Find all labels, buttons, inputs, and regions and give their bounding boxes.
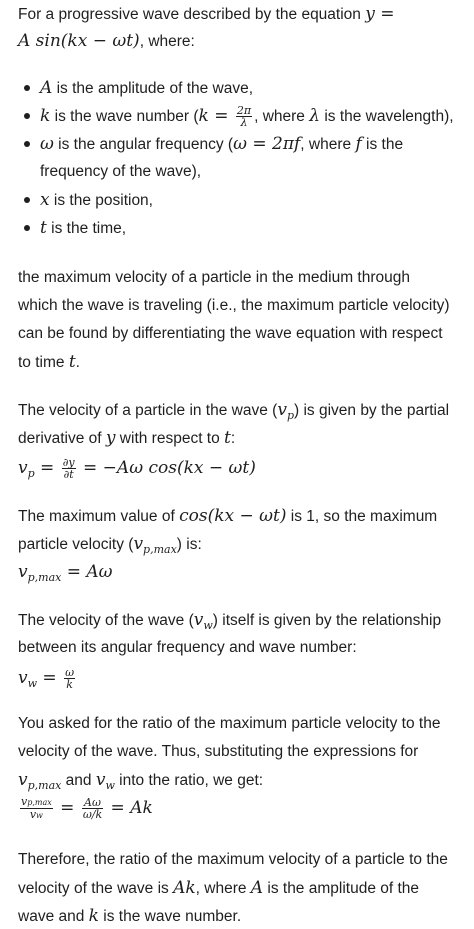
item-text: , where [254,108,310,125]
omega-equation: ω = 2πf [233,134,301,154]
text: You asked for the ratio of the maximum particle velocity to the [18,715,441,732]
equals: = [37,668,63,688]
partial-derivative [62,457,76,480]
subscript: w [36,811,43,821]
text: velocity of the wave is [18,880,174,897]
text: ) is given by the partial [293,402,450,419]
item-text: is the position, [49,192,153,209]
sym-t: t [40,218,47,238]
text: , where [195,880,251,897]
text: The velocity of the wave ( [18,612,194,629]
subscript: p [286,409,294,422]
para5-line-3 [18,768,263,794]
equals: = [34,458,60,478]
frac-den [20,809,53,821]
subscript: p,max [143,543,177,556]
item-text: frequency of the wave), [40,163,202,180]
bullet-icon [24,113,30,119]
sym-k: k [88,906,99,926]
subscript: p [27,467,35,480]
item-text: , where [300,136,356,153]
text: is the wave number. [98,908,242,925]
equation-rhs: = Ak [105,798,153,818]
text: particle velocity ( [18,536,134,553]
max-velocity-equation [18,560,113,586]
bullet-icon [24,197,30,203]
text: is 1, so the maximum [286,508,438,525]
intro-text: For a progressive wave described by the equation [18,6,366,23]
sym-v: v [193,610,204,630]
sym-v: v [18,458,28,478]
frac-num: ∂y [62,456,75,470]
sym-v: v [21,795,28,809]
para6-line-3 [18,904,241,929]
text: the maximum velocity of a particle in the medium through [18,269,410,286]
text: can be found by differentiating the wave equation with respect [18,325,443,342]
list-item-time [40,216,126,241]
text: and [61,772,96,789]
item-text: is the [361,136,404,153]
para5-line-2 [18,740,418,764]
sym-v: v [95,770,106,790]
sym-v: v [18,668,28,688]
frac-num: 2π [236,104,252,118]
item-text: is the wave number ( [50,108,199,125]
text: is the amplitude of the [263,880,420,897]
frac-den: ω/k [82,808,103,822]
text: with respect to [115,430,225,447]
wave-equation: A sin(kx − ωt) [18,31,140,51]
para6-line-2 [18,876,419,901]
text: which the wave is traveling (i.e., the maximum particle velocity) [18,297,450,314]
frac-den: ∂t [63,468,74,482]
list-item-angular-frequency-cont [40,160,201,184]
sym-v: v [277,400,287,420]
para4-line-2 [18,636,357,660]
frac-den: λ [240,116,248,130]
sym-t: t [68,352,76,372]
particle-velocity-equation [18,456,256,482]
para3-line-2 [18,532,202,558]
equation-rhs: = Aω [61,562,113,582]
text: The maximum value of [18,508,180,525]
equation-rhs: = −Aω cos(kx − ωt) [77,458,256,478]
subscript: w [105,779,115,792]
para5-line-1 [18,712,440,736]
list-item-angular-frequency [40,132,403,157]
text: velocity of the wave. Thus, substituting the expressions for [18,743,419,760]
sym-v: v [18,770,28,790]
text: between its angular frequency and wave number: [18,639,357,656]
sym-t: t [224,428,231,448]
sym-y: y [105,428,116,448]
text: . [75,354,80,371]
a-omega-over-omega-k [82,797,103,820]
text: The velocity of a particle in the wave ( [18,402,278,419]
para1-line-2 [18,294,450,318]
cos-expression: cos(kx − ωt) [179,506,287,526]
subscript: p,max [27,798,52,808]
sym-v: v [29,808,37,822]
wave-velocity-equation [18,666,77,692]
para1-line-3 [18,322,443,346]
item-text: is the angular frequency ( [53,136,234,153]
sym-lambda: λ [309,106,321,126]
para6-line-1 [18,848,448,872]
list-item-position [40,188,153,213]
frac-num [20,796,53,809]
sym-omega: ω [40,134,54,154]
para1-line-4 [18,350,80,375]
intro-line-2 [18,29,195,54]
bullet-icon [24,141,30,147]
k-equation: k = [198,106,234,126]
two-pi-over-lambda [236,105,252,128]
vmax-over-vw [20,796,53,821]
eq-equals: = [374,4,395,24]
sym-A: A [250,878,264,898]
para1-line-1 [18,266,410,290]
text: derivative of [18,430,106,447]
text: ) is: [176,536,202,553]
list-item-wave-number [40,104,454,129]
sym-Ak: Ak [173,878,196,898]
frac-den: k [66,678,73,692]
sym-A: A [40,78,53,98]
sym-x: x [40,190,50,210]
list-item-amplitude [40,76,253,101]
eq-y: y [365,4,375,24]
sym-v: v [18,562,28,582]
bullet-icon [24,85,30,91]
subscript: w [203,619,213,632]
omega-over-k [64,667,75,690]
text: to time [18,354,69,371]
sym-v: v [133,534,144,554]
subscript: p,max [27,779,62,792]
ratio-equation [18,796,153,821]
text: Therefore, the ratio of the maximum velocity of a particle to the [18,851,448,868]
frac-num: Aω [82,797,103,809]
text: into the ratio, we get: [114,772,264,789]
text: : [230,430,236,447]
equals: = [54,798,80,818]
text: wave and [18,908,89,925]
text: ) itself is given by the relationship [212,612,442,629]
frac-num: ω [65,666,75,680]
item-text: is the amplitude of the wave, [52,80,254,97]
subscript: p,max [27,571,62,584]
intro-where: , where: [139,33,195,50]
sym-f: f [355,134,362,154]
para2-line-1 [18,398,449,424]
para3-line-1 [18,504,437,529]
subscript: w [27,677,38,690]
bullet-icon [24,225,30,231]
para2-line-2 [18,426,235,451]
item-text: is the wavelength), [320,108,454,125]
intro-line-1 [18,2,395,27]
para4-line-1 [18,608,441,634]
sym-k: k [40,106,51,126]
item-text: is the time, [46,220,127,237]
